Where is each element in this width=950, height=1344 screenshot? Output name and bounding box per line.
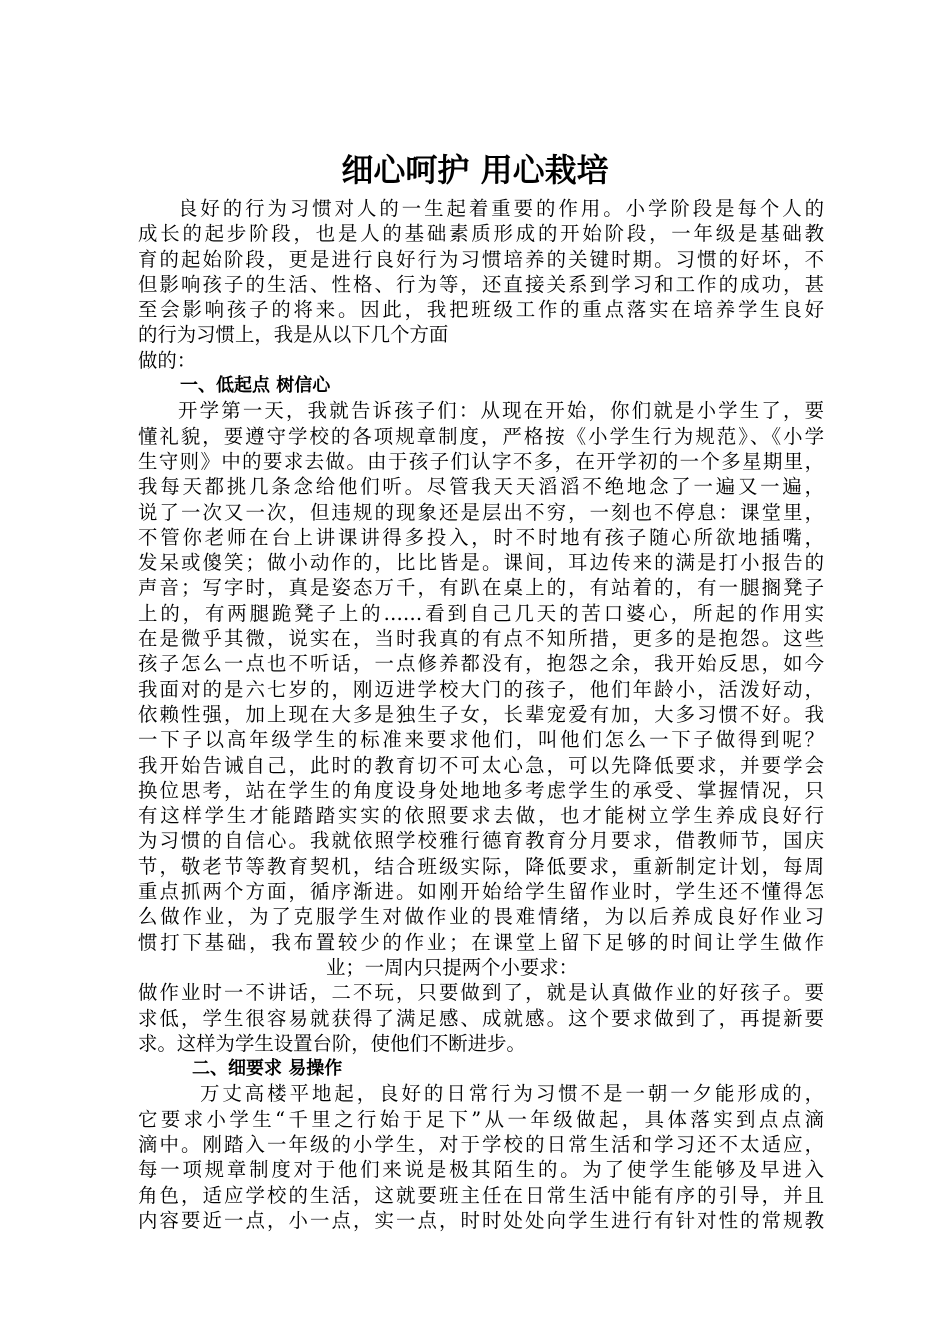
text-line: 有这样学生才能踏踏实实的依照要求去做，也才能树立学生养成良好行 — [138, 804, 824, 828]
section-heading: 一、低起点 树信心 — [180, 375, 331, 397]
text-line: 求。这样为学生设置台阶，使他们不断进步。 — [138, 1031, 526, 1055]
text-line: 重点抓两个方面，循序渐进。如刚开始给学生留作业时，学生还不懂得怎 — [138, 880, 824, 904]
text-line: 每一项规章制度对于他们来说是极其陌生的。为了使学生能够及早进入 — [138, 1158, 824, 1182]
text-line: 成长的起步阶段，也是人的基础素质形成的开始阶段，一年级是基础教 — [138, 222, 824, 246]
text-line: 但影响孩子的生活、性格、行为等，还直接关系到学习和工作的成功，甚 — [138, 272, 824, 296]
text-line: 滴中。刚踏入一年级的小学生，对于学校的日常生活和学习还不太适应， — [138, 1132, 824, 1156]
text-line: 我每天都挑几条念给他们听。尽管我天天滔滔不绝地念了一遍又一遍， — [138, 475, 824, 499]
document-body — [138, 196, 824, 1233]
text-line: 懂礼貌，要遵守学校的各项规章制度，严格按《小学生行为规范》、《小学 — [138, 424, 824, 448]
section-heading: 二、细要求 易操作 — [192, 1058, 343, 1080]
text-line: 业；一周内只提两个小要求： — [326, 955, 579, 979]
text-line: 一下子以高年级学生的标准来要求他们，叫他们怎么一下子做得到呢？ — [138, 728, 824, 752]
text-line: 内容要近一点，小一点，实一点，时时处处向学生进行有针对性的常规教 — [138, 1208, 824, 1232]
text-line: 做的： — [138, 348, 197, 372]
document-title: 细心呵护 用心栽培 — [341, 151, 609, 189]
text-line: 节，敬老节等教育契机，结合班级实际，降低要求，重新制定计划，每周 — [138, 854, 824, 878]
text-line: 说了一次又一次，但违规的现象还是层出不穷，一刻也不停息：课堂里， — [138, 500, 824, 524]
text-line: 的行为习惯上，我是从以下几个方面 — [138, 323, 449, 347]
text-line: 么做作业，为了克服学生对做作业的畏难情绪，为以后养成良好作业习 — [138, 905, 824, 929]
text-line: 孩子怎么一点也不听话，一点修养都没有，抱怨之余，我开始反思，如今 — [138, 652, 824, 676]
text-line: 在是微乎其微，说实在，当时我真的有点不知所措，更多的是抱怨。这些 — [138, 627, 824, 651]
text-line: 声音；写字时，真是姿态万千，有趴在桌上的，有站着的，有一腿搁凳子 — [138, 576, 824, 600]
text-line: 做作业时一不讲话，二不玩，只要做到了，就是认真做作业的好孩子。要 — [138, 981, 824, 1005]
text-line: 不管你老师在台上讲课讲得多投入，时不时地有孩子随心所欲地插嘴， — [138, 525, 824, 549]
text-line: 为习惯的自信心。我就依照学校雅行德育教育分月要求，借教师节，国庆 — [138, 829, 824, 853]
text-line: 良好的行为习惯对人的一生起着重要的作用。小学阶段是每个人的 — [178, 197, 824, 220]
text-line: 依赖性强，加上现在大多是独生子女，长辈宠爱有加，大多习惯不好。我 — [138, 702, 824, 726]
text-line: 至会影响孩子的将来。因此，我把班级工作的重点落实在培养学生良好 — [138, 298, 824, 322]
text-line: 求低，学生很容易就获得了满足感、成就感。这个要求做到了，再提新要 — [138, 1006, 824, 1030]
text-line: 角色，适应学校的生活，这就要班主任在日常生活中能有序的引导，并且 — [138, 1183, 824, 1207]
text-line: 生守则》中的要求去做。由于孩子们认字不多，在开学初的一个多星期里， — [138, 449, 824, 473]
text-line: 上的，有两腿跪凳子上的……看到自己几天的苦口婆心，所起的作用实 — [138, 601, 824, 625]
text-line: 惯打下基础，我布置较少的作业；在课堂上留下足够的时间让学生做作 — [138, 930, 824, 954]
text-line: 换位思考，站在学生的角度设身处地地多考虑学生的承受、掌握情况，只 — [138, 778, 824, 802]
text-line: 我面对的是六七岁的，刚迈进学校大门的孩子，他们年龄小，活泼好动， — [138, 677, 824, 701]
text-line: 它要求小学生“千里之行始于足下”从一年级做起，具体落实到点点滴 — [138, 1107, 824, 1131]
text-line: 育的起始阶段，更是进行良好行为习惯培养的关键时期。习惯的好坏，不 — [138, 247, 824, 271]
text-line: 开学第一天，我就告诉孩子们：从现在开始，你们就是小学生了，要 — [178, 399, 824, 423]
text-line: 发呆或傻笑；做小动作的，比比皆是。课间，耳边传来的满是打小报告的 — [138, 551, 824, 575]
text-line: 我开始告诫自己，此时的教育切不可太心急，可以先降低要求，并要学会 — [138, 753, 824, 777]
text-line: 万丈高楼平地起，良好的日常行为习惯不是一朝一夕能形成的， — [200, 1082, 824, 1106]
